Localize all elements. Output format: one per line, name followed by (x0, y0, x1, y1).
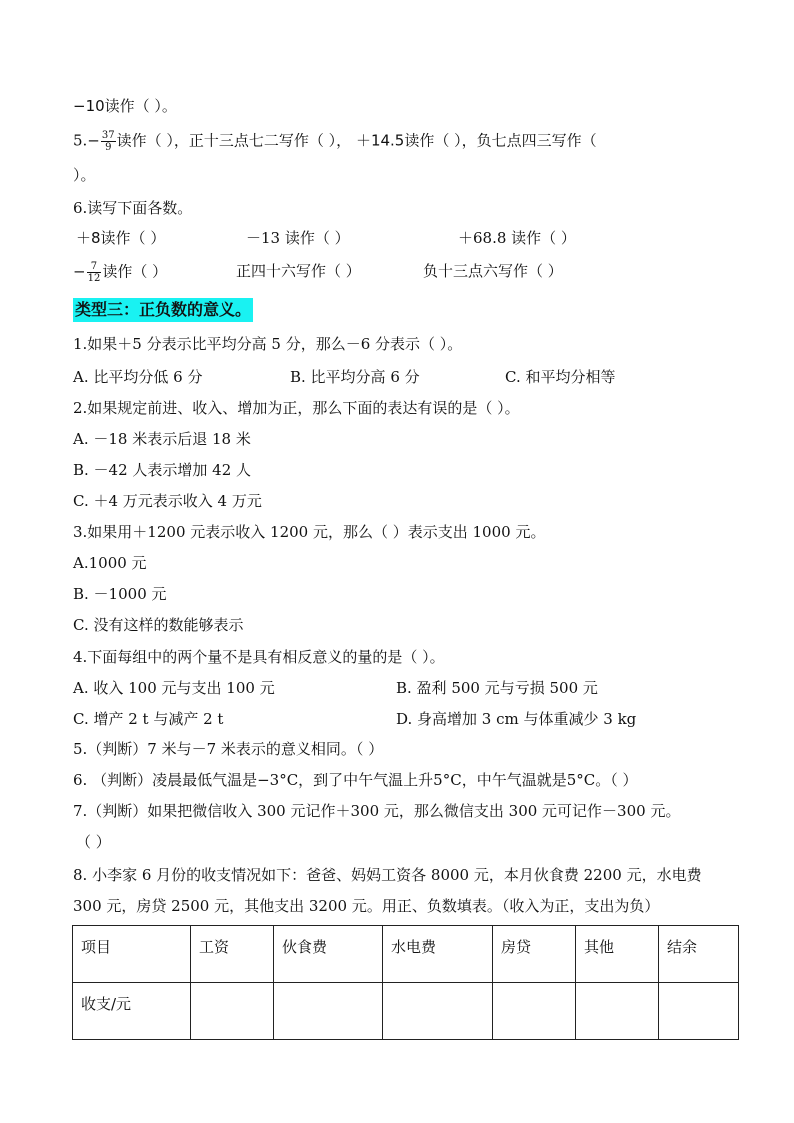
question-4-continuation (73, 96, 177, 118)
fraction-37-9 (101, 130, 116, 153)
question-3: 3.如果用＋1200 元表示收入 1200 元，那么（ ）表示支出 1000 元。 (73, 523, 546, 541)
question-8-line-1: 8. 小李家 6 月份的收支情况如下：爸爸、妈妈工资各 8000 元，本月伙食费 2200 元，水电费 (73, 866, 702, 884)
number-plus-8: ＋8 (76, 229, 101, 247)
table-row-label: 收支/元 (73, 983, 191, 1040)
section-heading: 类型三：正负数的意义。 (73, 298, 253, 322)
table-header-row (73, 926, 739, 983)
fraction-numerator: 37 (101, 130, 115, 141)
table-header: 伙食费 (274, 926, 383, 983)
number-neg-10: −10 (73, 97, 105, 115)
question-6-row-1 (76, 228, 716, 250)
number-plus-14-5: ＋14.5 (355, 131, 405, 150)
write-as-blank-2: 负十三点六写作（ ） (423, 262, 563, 280)
q4-option-c: C. 增产 2 t 与减产 2 t (73, 710, 224, 728)
read-as-blank: 读作（ ）。 (104, 97, 177, 115)
income-expense-table (72, 925, 739, 1040)
table-cell-blank[interactable] (493, 983, 576, 1040)
q4-option-d: D. 身高增加 3 cm 与体重减少 3 kg (396, 710, 637, 728)
write-as-blank-1: 正四十六写作（ ） (236, 262, 361, 280)
table-header: 房贷 (493, 926, 576, 983)
q1-option-b: B. 比平均分高 6 分 (290, 368, 420, 386)
question-6-judge: 6. （判断）凌晨最低气温是−3°C，到了中午气温上升5°C，中午气温就是5°C。（ ） (73, 771, 638, 789)
table-cell-blank[interactable] (576, 983, 659, 1040)
q1-option-a: A. 比平均分低 6 分 (73, 368, 203, 386)
fraction-denominator: 12 (87, 273, 101, 284)
q3-option-b: B. －1000 元 (73, 585, 167, 603)
question-5-part-a: 读作（ ），正十三点七二写作（ ）， (116, 131, 352, 150)
question-5-judge: 5.（判断）7 米与－7 米表示的意义相同。（ ） (73, 740, 384, 758)
q2-option-b: B. －42 人表示增加 42 人 (73, 461, 252, 479)
question-5-number: 5.− (73, 131, 100, 150)
table-cell-blank[interactable] (274, 983, 383, 1040)
read-as-blank-2: －13 读作（ ） (246, 229, 350, 247)
question-6: 6.读写下面各数。 (73, 199, 193, 217)
question-1: 1.如果＋5 分表示比平均分高 5 分，那么－6 分表示（ ）。 (73, 335, 463, 353)
question-7-judge: 7.（判断）如果把微信收入 300 元记作＋300 元，那么微信支出 300 元可记作－300 元。 (73, 802, 681, 820)
table-cell-blank[interactable] (383, 983, 493, 1040)
fraction-7-12 (87, 261, 102, 284)
question-5 (73, 130, 597, 152)
q1-option-c: C. 和平均分相等 (505, 368, 616, 386)
question-6-row-2 (73, 261, 713, 283)
question-2: 2.如果规定前进、收入、增加为正，那么下面的表达有误的是（ ）。 (73, 399, 520, 417)
q4-option-b: B. 盈利 500 元与亏损 500 元 (396, 679, 598, 697)
table-cell-blank[interactable] (659, 983, 739, 1040)
table-header: 项目 (73, 926, 191, 983)
read-as-blank-3: ＋68.8 读作（ ） (458, 229, 576, 247)
table-cell-blank[interactable] (191, 983, 274, 1040)
table-row (73, 983, 739, 1040)
q3-option-c: C. 没有这样的数能够表示 (73, 616, 244, 634)
table-header: 水电费 (383, 926, 493, 983)
fraction-denominator: 9 (105, 142, 112, 153)
q4-option-a: A. 收入 100 元与支出 100 元 (73, 679, 275, 697)
table-header: 工资 (191, 926, 274, 983)
read-as-blank-1: 读作（ ） (100, 229, 166, 247)
table-header: 其他 (576, 926, 659, 983)
question-5-part-b: 读作（ ），负七点四三写作（ (404, 131, 597, 150)
q3-option-a: A.1000 元 (73, 554, 147, 572)
question-7-blank: （ ） (76, 833, 111, 851)
q2-option-c: C. ＋4 万元表示收入 4 万元 (73, 492, 262, 510)
minus-sign: − (73, 262, 86, 281)
q2-option-a: A. －18 米表示后退 18 米 (73, 430, 251, 448)
table-header: 结余 (659, 926, 739, 983)
question-5-end: ）。 (73, 166, 96, 184)
question-8-line-2: 300 元，房贷 2500 元，其他支出 3200 元。用正、负数填表。（收入为正，支出为负） (73, 897, 660, 915)
fraction-numerator: 7 (87, 261, 102, 273)
question-4: 4.下面每组中的两个量不是具有相反意义的量的是（ ）。 (73, 648, 445, 666)
read-as-blank-4: 读作（ ） (102, 262, 168, 281)
